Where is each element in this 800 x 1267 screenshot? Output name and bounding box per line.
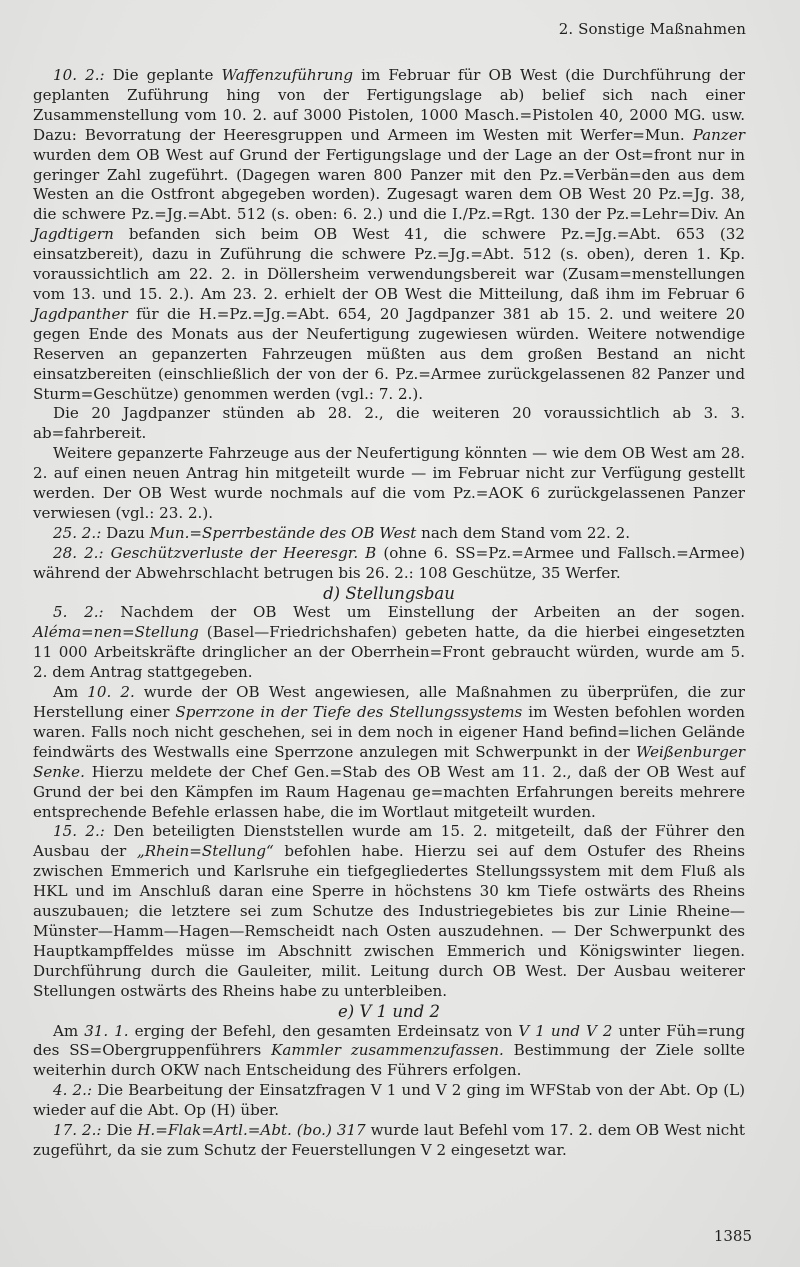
italic-term: Panzer	[692, 125, 745, 144]
italic-term: Weißenburger Senke.	[33, 742, 745, 781]
entry-date: 10. 2.	[87, 683, 135, 702]
entry-date: 25. 2.:	[53, 523, 102, 542]
text-run: im Februar für OB West (die Durchführung der geplanten Zuführung hing von der Fertigungslage ab) belief sich nach einer Zusammenstellung vom 10. 2. auf 3000 Pistolen, 1000 Masch.=Pistolen 40, 2000 MG. usw. Dazu: Bevorratung der Heeresgruppen und Armeen im Westen mit Werfer=Mun.	[33, 66, 745, 144]
paragraph-17-2	[33, 1121, 745, 1161]
text-run: Am	[53, 683, 88, 702]
paragraph-am-10-2	[33, 683, 745, 822]
italic-term: Geschützverluste der Heeresgr. B	[103, 543, 377, 562]
text-run: Dazu	[101, 523, 150, 542]
paragraph-15-2	[33, 822, 745, 1001]
text-run: nach dem Stand vom 22. 2.	[416, 523, 631, 542]
text-run: für die H.=Pz.=Jg.=Abt. 654, 20 Jagdpanzer 381 ab 15. 2. und weitere 20 gegen Ende des Monats aus der Neufertigung zugewiesen würden. Weitere notwendige Reserven an gepanzerten Fahrzeugen müßten aus dem großen Bestand an nicht einsatzbereiten (einschließlich der von der 6. Pz.=Armee zurückgelassenen 82 Panzer und Sturm=Geschütze) genommen werden (vgl.: 7. 2.).	[33, 304, 745, 403]
text-run: (ohne 6. SS=Pz.=Armee und Fallsch.=Armee) während der Abwehrschlacht betrugen bis 26. 2.: 108 Geschütze, 35 Werfer.	[33, 543, 745, 582]
entry-date: 31. 1.	[84, 1021, 129, 1040]
text-run: Bestimmung der Ziele sollte weiterhin durch OKW nach Entscheidung des Führers erfolgen.	[33, 1041, 745, 1080]
italic-term: Jagdpanther	[33, 304, 128, 323]
paragraph-5-2	[33, 603, 745, 683]
text-run: wurden dem OB West auf Grund der Fertigungslage und der Lage an der Ost=front nur in geringer Zahl zugeführt. (Dagegen waren 800 Panzer mit den Pz.=Verbän=den aus dem Westen an die Ostfront abgegeben worden). Zugesagt waren dem OB West 20 Pz.=Jg. 38, die schwere Pz.=Jg.=Abt. 512 (s. oben: 6. 2.) und die I./Pz.=Rgt. 130 der Pz.=Lehr=Div. An	[33, 145, 745, 224]
italic-term: Aléma=nen=Stellung	[33, 623, 199, 642]
paragraph-31-1	[33, 1022, 745, 1082]
paragraph-neufertigung: Weitere gepanzerte Fahrzeuge aus der Neufertigung könnten — wie dem OB West am 28. 2. auf einen neuen Antrag hin mitgeteilt wurde — im Februar nicht zur Verfügung gestellt werden. Der OB West wurde nochmals auf die vom Pz.=AOK 6 zurückgelassenen Panzer verwiesen (vgl.: 23. 2.).	[33, 444, 745, 522]
italic-term: V 1 und V 2	[518, 1021, 613, 1040]
italic-term: H.=Flak=Artl.=Abt. (bo.) 317	[137, 1121, 366, 1140]
section-heading-stellungsbau: d) Stellungsbau	[323, 583, 455, 603]
body-text	[33, 66, 745, 1161]
text-run: Am	[53, 1021, 85, 1040]
entry-date: 28. 2.:	[53, 543, 104, 562]
italic-term: Kammler zusammenzufassen.	[271, 1041, 504, 1060]
entry-date: 10. 2.:	[53, 66, 105, 84]
entry-date: 4. 2.:	[53, 1081, 93, 1100]
text-run: Die	[101, 1121, 138, 1140]
paragraph-10-2	[33, 66, 745, 404]
italic-term: Jagdtigern	[33, 225, 114, 244]
text-run: Hierzu meldete der Chef Gen.=Stab des OB West am 11. 2., daß der OB West auf Grund der bei den Kämpfen im Raum Hagenau ge=machten Erfahrungen bereits mehrere entsprechende Befehle erlassen habe, die im Wortlaut mitgeteilt wurden.	[33, 762, 745, 821]
paragraph-28-2	[33, 544, 745, 584]
paragraph-4-2	[33, 1081, 745, 1121]
page-number: 1385	[713, 1227, 752, 1245]
text-run: unter Füh=rung des SS=Obergruppenführers	[33, 1021, 745, 1060]
paragraph-jagdpanzer: Die 20 Jagdpanzer stünden ab 28. 2., die weiteren 20 voraussichtlich ab 3. 3. ab=fahrbereit.	[33, 404, 745, 443]
text-run: Nachdem der OB West um Einstellung der Arbeiten an der sogen.	[103, 603, 746, 622]
text-run: befanden sich beim OB West 41, die schwere Pz.=Jg.=Abt. 653 (32 einsatzbereit), dazu in Zuführung die schwere Pz.=Jg.=Abt. 512 (s. oben), deren 1. Kp. voraussichtlich am 22. 2. in Döllersheim verwendungsbereit war (Zusam=menstellungen vom 13. und 15. 2.). Am 23. 2. erhielt der OB West die Mitteilung, daß ihm im Februar 6	[33, 225, 745, 303]
italic-term: „Rhein=Stellung“	[136, 842, 274, 861]
italic-term: Sperrzone in der Tiefe des Stellungssystems	[175, 703, 523, 721]
text-run: im Westen befohlen worden waren. Falls noch nicht geschehen, sei in dem noch in eigener Hand befind=lichen Gelände feindwärts des Westwalls eine Sperrzone anzulegen mit Schwerpunkt in der	[33, 703, 745, 761]
text-run: Den beteiligten Dienststellen wurde am 15. 2. mitgeteilt, daß der Führer den Ausbau der	[33, 822, 746, 861]
entry-date: 17. 2.:	[53, 1121, 102, 1140]
entry-date: 15. 2.:	[53, 822, 105, 841]
entry-date: 5. 2.:	[53, 603, 104, 622]
text-run: wurde der OB West angewiesen, alle Maßnahmen zu überprüfen, die zur Herstellung einer	[33, 683, 746, 721]
text-run: erging der Befehl, den gesamten Erdeinsatz von	[128, 1021, 519, 1040]
paragraph-25-2	[33, 524, 745, 544]
text-run: (Basel—Friedrichshafen) gebeten hatte, da die hierbei eingesetzten 11 000 Arbeitskräfte dringlicher an der Oberrhein=Front gebraucht würden, wurde am 5. 2. dem Antrag stattgegeben.	[33, 623, 745, 682]
text-run: Die Bearbeitung der Einsatzfragen V 1 und V 2 ging im WFStab von der Abt. Op (L) wieder auf die Abt. Op (H) über.	[33, 1081, 745, 1120]
running-head: 2. Sonstige Maßnahmen	[558, 20, 746, 38]
text-run: Die geplante	[104, 66, 222, 84]
text-run: wurde laut Befehl vom 17. 2. dem OB West nicht zugeführt, da sie zum Schutz der Feuerstellungen V 2 eingesetzt war.	[33, 1121, 745, 1159]
italic-term: Waffenzuführung	[221, 66, 354, 84]
text-run: befohlen habe. Hierzu sei auf dem Ostufer des Rheins zwischen Emmerich und Karlsruhe ein tiefgegliedertes Stellungssystem mit dem Fluß als HKL und im Anschluß daran eine Sperre in höchstens 30 km Tiefe ostwärts des Rheins auszubauen; die letztere sei zum Schutze des Industriegebietes bis zur Linie Rheine—Münster—Hamm—Hagen—Remscheidt nach Osten auszudehnen. — Der Schwerpunkt des Hauptkampffeldes müsse im Abschnitt zwischen Emmerich und Königswinter liegen. Durchführung durch die Gauleiter, milit. Leitung durch OB West. Der Ausbau weiterer Stellungen ostwärts des Rheins habe zu unterbleiben.	[33, 842, 746, 1000]
italic-term: Mun.=Sperrbestände des OB West	[149, 523, 417, 542]
section-heading-v1-v2: e) V 1 und 2	[338, 1001, 440, 1021]
